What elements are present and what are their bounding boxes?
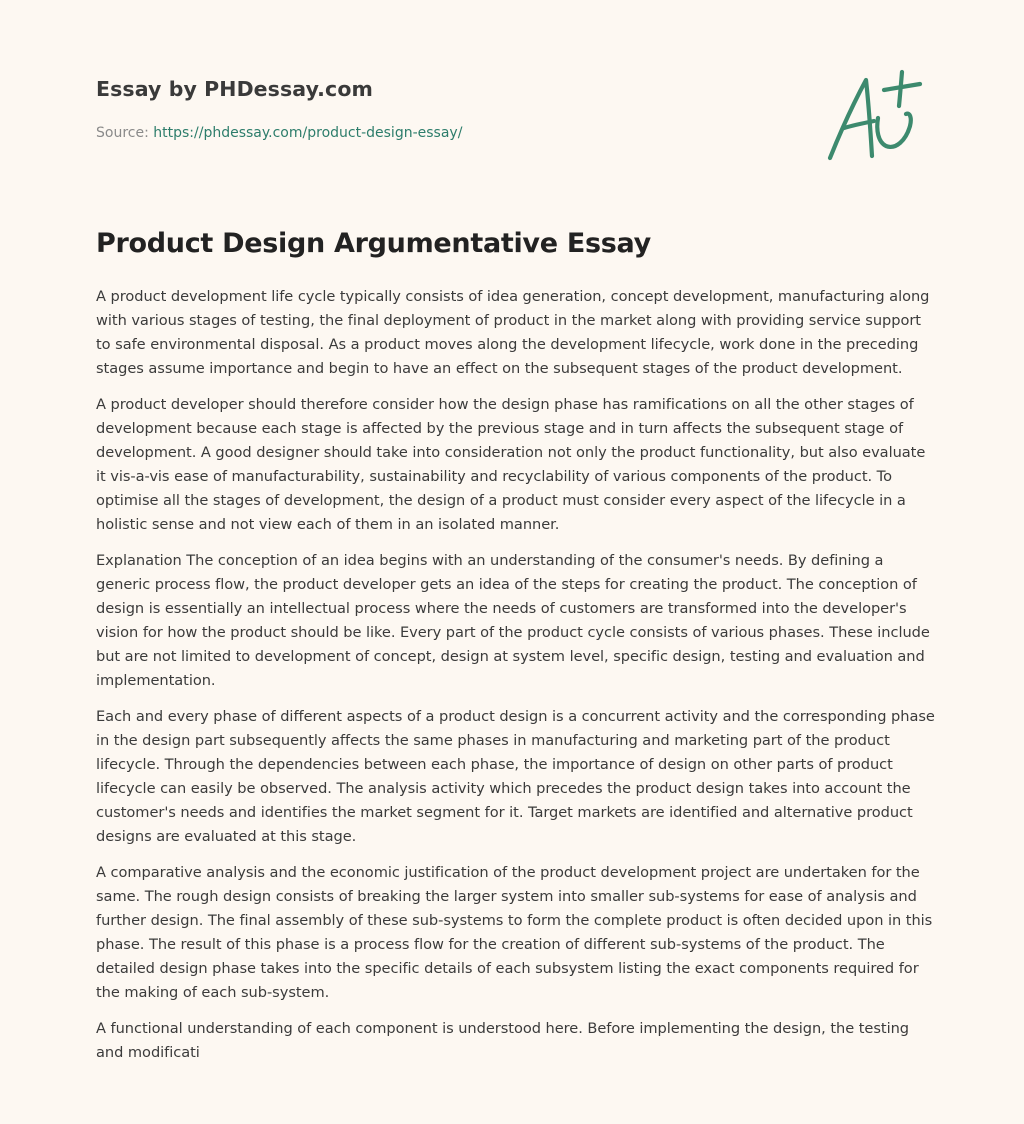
paragraph: A functional understanding of each component is understood here. Before implementing the design, the testing and modificati xyxy=(96,1020,909,1061)
brand-title: Essay by PHDessay.com xyxy=(96,77,373,101)
a-plus-logo-icon xyxy=(822,68,928,166)
paragraph: Each and every phase of different aspects of a product design is a concurrent activity and the corresponding phase in the design part subsequently affects the same phases in manufacturing and marketing part of the product lifecycle. Through the dependencies between each phase, the importance of design on other parts of product lifecycle can easily be observed. The analysis activity which precedes the product design takes into account the customer's needs and identifies the market segment for it. Target markets are identified and alternative product designs are evaluated at this stage. xyxy=(96,708,935,845)
source-link[interactable]: https://phdessay.com/product-design-essay/ xyxy=(153,125,463,141)
source-line xyxy=(96,123,462,143)
paragraph: A product development life cycle typically consists of idea generation, concept development, manufacturing along with various stages of testing, the final deployment of product in the market along with providing service support to safe environmental disposal. As a product moves along the development lifecycle, work done in the preceding stages assume importance and begin to have an effect on the subsequent stages of the product development. xyxy=(96,288,930,377)
paragraph: Explanation The conception of an idea begins with an understanding of the consumer's needs. By defining a generic process flow, the product developer gets an idea of the steps for creating the product. The conception of design is essentially an intellectual process where the needs of customers are transformed into the developer's vision for how the product should be like. Every part of the product cycle consists of various phases. These include but are not limited to development of concept, design at system level, specific design, testing and evaluation and implementation. xyxy=(96,552,930,689)
source-label: Source: xyxy=(96,125,154,141)
paragraph: A product developer should therefore consider how the design phase has ramifications on all the other stages of development because each stage is affected by the previous stage and in turn affects the subsequent stage of development. A good designer should take into consideration not only the product functionality, but also evaluate it vis-a-vis ease of manufacturability, sustainability and recyclability of various components of the product. To optimise all the stages of development, the design of a product must consider every aspect of the lifecycle in a holistic sense and not view each of them in an isolated manner. xyxy=(96,396,926,533)
header xyxy=(96,74,462,143)
essay-title: Product Design Argumentative Essay xyxy=(96,228,651,259)
essay-body xyxy=(96,285,936,1077)
paragraph: A comparative analysis and the economic justification of the product development project are undertaken for the same. The rough design consists of breaking the larger system into smaller sub-systems for ease of analysis and further design. The final assembly of these sub-systems to form the complete product is often decided upon in this phase. The result of this phase is a process flow for the creation of different sub-systems of the product. The detailed design phase takes into the specific details of each subsystem listing the exact components required for the making of each sub-system. xyxy=(96,864,933,1001)
